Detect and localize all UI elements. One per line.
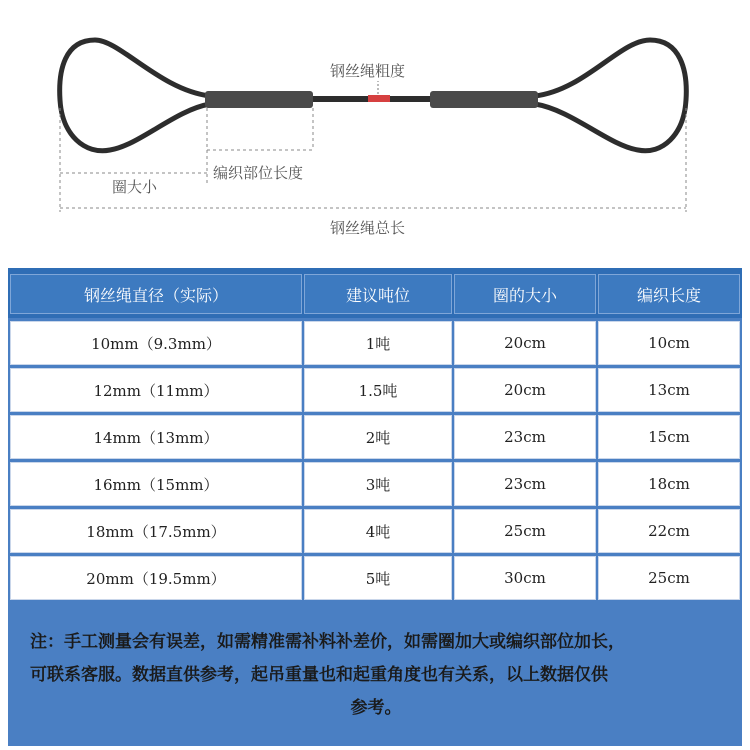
wire-rope-diagram [0,0,750,262]
table-header-row [8,268,742,318]
thickness-marker [368,95,390,102]
cell-tonnage: 1吨 [304,321,452,365]
cell-diameter: 16mm（15mm） [10,462,302,506]
label-loop-size: 圈大小 [112,178,158,196]
cell-loop-size: 25cm [454,509,596,553]
cell-loop-size: 23cm [454,415,596,459]
cell-diameter: 20mm（19.5mm） [10,556,302,600]
cell-splice-length: 25cm [598,556,740,600]
table-row [8,509,742,553]
cell-tonnage: 1.5吨 [304,368,452,412]
header-splice-length: 编织长度 [598,274,740,314]
note-panel [8,608,742,746]
cell-loop-size: 20cm [454,321,596,365]
cell-splice-length: 13cm [598,368,740,412]
cell-tonnage: 5吨 [304,556,452,600]
cell-loop-size: 30cm [454,556,596,600]
note-line-2: 可联系客服。数据直供参考，起吊重量也和起重角度也有关系，以上数据仅供 [30,665,608,685]
note-line-1: 注：手工测量会有误差，如需精准需补料补差价，如需圈加大或编织部位加长， [30,632,625,652]
right-loop [535,40,686,151]
left-loop [60,40,210,151]
table-row [8,321,742,365]
table-row [8,556,742,600]
label-thickness: 钢丝绳粗度 [330,62,406,80]
label-total-length: 钢丝绳总长 [330,219,406,237]
header-tonnage: 建议吨位 [304,274,452,314]
cell-splice-length: 15cm [598,415,740,459]
table-row [8,415,742,459]
cell-splice-length: 18cm [598,462,740,506]
spec-table [8,268,742,746]
cell-diameter: 18mm（17.5mm） [10,509,302,553]
note-text [30,626,722,725]
table-row [8,368,742,412]
cell-diameter: 14mm（13mm） [10,415,302,459]
cell-loop-size: 20cm [454,368,596,412]
cell-splice-length: 10cm [598,321,740,365]
note-line-3: 参考。 [350,698,402,718]
cell-loop-size: 23cm [454,462,596,506]
cell-tonnage: 2吨 [304,415,452,459]
cell-splice-length: 22cm [598,509,740,553]
left-splice [205,91,313,108]
cell-tonnage: 3吨 [304,462,452,506]
label-splice-length: 编织部位长度 [213,164,304,182]
table-row [8,462,742,506]
header-diameter: 钢丝绳直径（实际） [10,274,302,314]
right-splice [430,91,538,108]
cell-tonnage: 4吨 [304,509,452,553]
header-loop-size: 圈的大小 [454,274,596,314]
cell-diameter: 12mm（11mm） [10,368,302,412]
cell-diameter: 10mm（9.3mm） [10,321,302,365]
